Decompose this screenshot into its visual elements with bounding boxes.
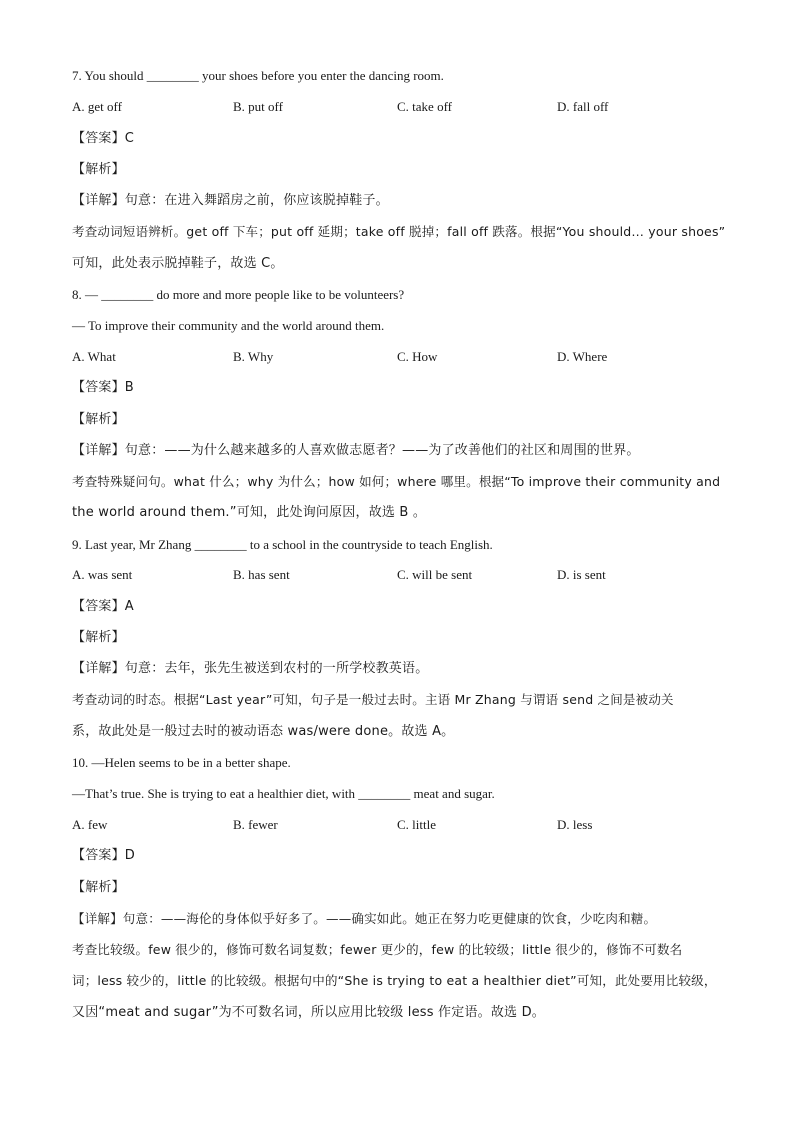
q8-answer: 【答案】B (72, 380, 134, 395)
q8-option-d: D. Where (557, 349, 608, 364)
q7-option-a: A. get off (72, 99, 122, 114)
q8-explanation-line-1: 考查特殊疑问句。what 什么；why 为什么；how 如何；where 哪里。根据“To improve their community and (72, 474, 721, 489)
q10-option-b: B. fewer (233, 817, 278, 832)
q7-analysis-label: 【解析】 (72, 162, 125, 177)
q10-explanation-line-3: 又因“meat and sugar”为不可数名词，所以应用比较级 less 作定语。故选 D。 (72, 1005, 546, 1020)
q9-option-a: A. was sent (72, 567, 133, 582)
q9-stem: 9. Last year, Mr Zhang ________ to a school in the countryside to teach English. (72, 537, 493, 552)
q7-explanation-line-2: 可知，此处表示脱掉鞋子，故选 C。 (72, 256, 284, 271)
q9-option-d: D. is sent (557, 567, 606, 582)
q8-analysis-label: 【解析】 (72, 412, 125, 427)
q7-option-d: D. fall off (557, 99, 609, 114)
q9-answer: 【答案】A (72, 599, 134, 614)
q10-explanation-line-1: 考查比较级。few 很少的，修饰可数名词复数；fewer 更少的，few 的比较级；little 很少的，修饰不可数名 (72, 942, 683, 957)
q8-option-b: B. Why (233, 349, 274, 364)
q8-detail: 【详解】句意：——为什么越来越多的人喜欢做志愿者？——为了改善他们的社区和周围的世界。 (72, 443, 640, 458)
q7-answer: 【答案】C (72, 131, 135, 146)
q7-explanation-line-1: 考查动词短语辨析。get off 下车；put off 延期；take off 脱掉；fall off 跌落。根据“You should… your shoes” (72, 224, 726, 239)
q10-analysis-label: 【解析】 (72, 880, 125, 895)
q10-answer: 【答案】D (72, 848, 136, 863)
q8-option-c: C. How (397, 349, 438, 364)
q9-option-c: C. will be sent (397, 567, 473, 582)
q10-stem: 10. —Helen seems to be in a better shape. (72, 755, 291, 770)
q7-detail: 【详解】句意：在进入舞蹈房之前，你应该脱掉鞋子。 (72, 193, 389, 208)
q9-detail: 【详解】句意：去年，张先生被送到农村的一所学校教英语。 (72, 661, 429, 676)
q9-explanation-line-2: 系，故此处是一般过去时的被动语态 was/were done。故选 A。 (72, 724, 455, 739)
q10-explanation-line-2: 词；less 较少的，little 的比较级。根据句中的“She is trying to eat a healthier diet”可知，此处要用比较级， (72, 973, 717, 988)
q7-option-b: B. put off (233, 99, 283, 114)
q8-stem-reply: — To improve their community and the world around them. (72, 318, 385, 333)
q8-explanation-line-2: the world around them.”可知，此处询问原因，故选 B 。 (72, 505, 427, 520)
q10-option-d: D. less (557, 817, 593, 832)
q10-detail: 【详解】句意：——海伦的身体似乎好多了。——确实如此。她正在努力吃更健康的饮食，少吃肉和糖。 (72, 911, 657, 926)
q10-option-a: A. few (72, 817, 108, 832)
q8-option-a: A. What (72, 349, 116, 364)
q7-option-c: C. take off (397, 99, 452, 114)
q9-analysis-label: 【解析】 (72, 630, 125, 645)
q8-stem: 8. — ________ do more and more people like to be volunteers? (72, 287, 405, 302)
q7-stem: 7. You should ________ your shoes before you enter the dancing room. (72, 68, 444, 83)
q10-option-c: C. little (397, 817, 436, 832)
q9-option-b: B. has sent (233, 567, 290, 582)
q9-explanation-line-1: 考查动词的时态。根据“Last year”可知，句子是一般过去时。主语 Mr Zhang 与谓语 send 之间是被动关 (72, 692, 674, 707)
q10-stem-reply: —That’s true. She is trying to eat a healthier diet, with ________ meat and sugar. (72, 786, 495, 801)
